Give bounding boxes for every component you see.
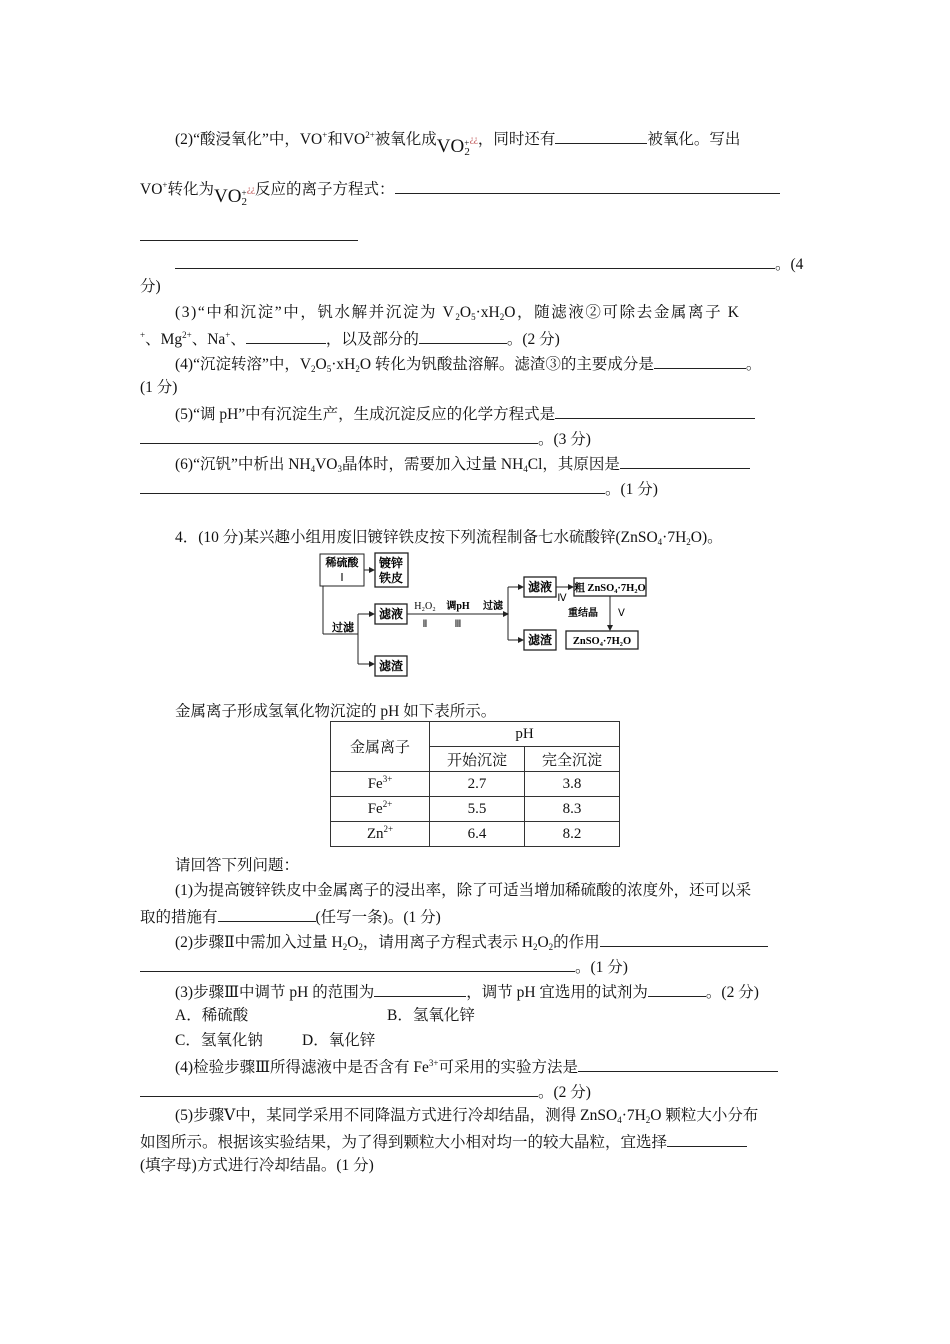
sub: 2 xyxy=(548,942,554,952)
q3-o: O xyxy=(459,304,472,321)
s4-end: 。(2 分) xyxy=(538,1084,591,1101)
ph-table xyxy=(330,721,620,847)
q3-mg: 、Mg xyxy=(145,331,183,348)
q4-line1 xyxy=(175,353,761,375)
crude-label: 粗 ZnSO₄·7H₂O xyxy=(574,583,646,594)
sup: + xyxy=(162,180,168,190)
q3-part: ，以及部分的 xyxy=(325,331,419,348)
q6-text2: 晶体时，需要加入过量 NH xyxy=(342,456,524,473)
sub: 3 xyxy=(337,464,342,474)
answer-blank[interactable] xyxy=(419,328,507,344)
ion: Zn xyxy=(366,825,384,842)
option-c[interactable]: C．氢氧化钠 xyxy=(175,1032,263,1049)
sub: 4 xyxy=(523,464,528,474)
q2-text-b: 和VO xyxy=(327,131,366,148)
answer-blank[interactable] xyxy=(600,931,768,947)
sup: 2+ xyxy=(365,130,375,140)
q6-line1 xyxy=(175,453,750,475)
s4-text2: 可采用的实验方法是 xyxy=(438,1059,578,1076)
vo2-formula xyxy=(437,136,478,157)
s5-text2: O 颗粒大小分布 xyxy=(650,1107,759,1124)
sub: 5 xyxy=(471,312,476,322)
p4-title-b: ·7H xyxy=(662,529,687,546)
table-row xyxy=(331,797,620,822)
step2-label: Ⅱ xyxy=(422,619,428,630)
q2-line3 xyxy=(140,225,358,247)
s4-line1 xyxy=(175,1056,778,1078)
vo2-formula xyxy=(214,186,255,207)
answer-blank[interactable] xyxy=(140,225,358,241)
q3-text2: O，随滤液②可除去金属离子 K xyxy=(504,304,741,321)
q6-line2 xyxy=(140,478,658,500)
q2-equation-label: 反应的离子方程式： xyxy=(255,181,395,198)
plate-label2: 铁皮 xyxy=(378,571,404,585)
s1-text: 取的措施有 xyxy=(140,909,218,926)
s1-line1: (1)为提高镀锌铁皮中金属离子的浸出率，除了可适当增加稀硫酸的浓度外，还可以采 xyxy=(175,882,752,899)
complete-cell: 8.2 xyxy=(525,822,620,847)
q3-na: 、Na xyxy=(191,331,226,348)
q4-period: 。 xyxy=(745,356,762,373)
charge: 3+ xyxy=(382,773,393,784)
answer-blank[interactable] xyxy=(620,453,750,469)
q5-score: 。(3 分) xyxy=(538,431,591,448)
vo: VO xyxy=(436,136,465,157)
answer-blank[interactable] xyxy=(246,328,326,344)
q6-text3: Cl，其原因是 xyxy=(527,456,620,473)
step3-label: Ⅲ xyxy=(454,619,462,630)
sub: 2 xyxy=(532,942,538,952)
sub: 2 xyxy=(358,942,363,952)
s5-line2 xyxy=(140,1131,747,1153)
plate-label1: 镀锌 xyxy=(378,556,404,570)
filter1-label: 过滤 xyxy=(332,622,354,634)
answer-blank[interactable] xyxy=(218,906,316,922)
q2-end: 。(4 xyxy=(775,256,804,273)
p4-title-c: O)。 xyxy=(690,529,723,546)
q6-vo: VO xyxy=(315,456,338,473)
charge: 2+ xyxy=(382,798,393,809)
s4-text: (4)检验步骤Ⅲ所得滤液中是否含有 Fe xyxy=(175,1059,429,1076)
s3-end: 。(2 分) xyxy=(705,984,759,1001)
s2-text: (2)步骤Ⅱ中需加入过量 H xyxy=(175,934,343,951)
q5-text: (5)“调 pH”中有沉淀生产，生成沉淀反应的化学方程式是 xyxy=(175,406,556,423)
recrys-label: 重结晶 xyxy=(568,608,598,619)
ion: Fe xyxy=(367,800,383,817)
answer-blank[interactable] xyxy=(175,253,775,269)
ion: Fe xyxy=(367,775,383,792)
adjust-ph-label: 调pH xyxy=(446,601,470,612)
acid-label: 稀硫酸 xyxy=(325,557,359,569)
q3-line1 xyxy=(175,303,740,323)
sup: + xyxy=(464,138,470,148)
q2-text-e: 被氧化。写出 xyxy=(647,131,741,148)
q2-text-d: ，同时还有 xyxy=(477,131,556,148)
filter2-label: 过滤 xyxy=(483,601,503,612)
complete-header: 完全沉淀 xyxy=(525,747,620,772)
s5-text: (5)步骤Ⅴ中，某同学采用不同降温方式进行冷却结晶，测得 ZnSO xyxy=(175,1107,618,1124)
answer-blank[interactable] xyxy=(140,428,538,444)
sup: + xyxy=(322,130,328,140)
option-a[interactable]: A．稀硫酸 xyxy=(175,1007,249,1024)
complete-cell: 8.3 xyxy=(525,797,620,822)
s3-text2: ，调节 pH 宜选用的试剂为 xyxy=(466,984,648,1001)
s5-end: (填字母)方式进行冷却结晶。(1 分) xyxy=(140,1157,374,1174)
sub: 2 xyxy=(499,312,505,322)
p4-title xyxy=(175,528,723,548)
charge: 2+ xyxy=(383,823,394,834)
vo: VO xyxy=(213,186,242,207)
start-cell: 5.5 xyxy=(430,797,525,822)
s5-h: ·7H xyxy=(621,1107,646,1124)
q3-line2 xyxy=(140,328,560,350)
q4-text2: O 转化为钒酸盐溶解。滤渣③的主要成分是 xyxy=(359,356,654,373)
sup: 2+ xyxy=(182,330,192,340)
q2-line2 xyxy=(140,178,780,208)
q2-text-c: 被氧化成 xyxy=(374,131,437,148)
step5-label: Ⅴ xyxy=(618,608,625,619)
sub: 4 xyxy=(657,537,663,547)
start-cell: 6.4 xyxy=(430,822,525,847)
s1-end: (任写一条)。(1 分) xyxy=(315,909,441,926)
sub: 2 xyxy=(342,942,348,952)
q3-text: (3)“中和沉淀”中，钒水解并沉淀为 V xyxy=(175,304,456,321)
product-label: ZnSO₄·7H₂O xyxy=(572,636,632,647)
s3-line xyxy=(175,981,759,1003)
s3-text: (3)步骤Ⅲ中调节 pH 的范围为 xyxy=(175,984,375,1001)
sub: 4 xyxy=(617,1115,622,1125)
q2-line4 xyxy=(175,253,803,275)
s2-text3: 的作用 xyxy=(553,934,600,951)
sub: 2 xyxy=(311,364,316,374)
step4-label: Ⅳ xyxy=(557,593,567,604)
garbled-glyph: ¿¿ xyxy=(247,184,256,194)
step1-label: Ⅰ xyxy=(340,572,344,584)
q4-score: (1 分) xyxy=(140,379,178,396)
start-cell: 2.7 xyxy=(430,772,525,797)
s2-line2 xyxy=(140,956,628,978)
q6-text: (6)“沉钒”中析出 NH xyxy=(175,456,311,473)
q2-score: 分) xyxy=(140,278,161,295)
q4-text: (4)“沉淀转溶”中，V xyxy=(175,356,312,373)
answer-blank[interactable] xyxy=(654,353,746,369)
ion-cell xyxy=(331,797,430,822)
q5-line1 xyxy=(175,403,755,425)
q5-line2 xyxy=(140,428,591,450)
sup: + xyxy=(225,330,231,340)
s2-end: 。(1 分) xyxy=(575,959,628,976)
s2-line1 xyxy=(175,931,768,953)
answer-blank[interactable] xyxy=(374,981,466,997)
s2-text2: ，请用离子方程式表示 H xyxy=(362,934,533,951)
sub: 2 xyxy=(455,312,460,322)
ask-line: 请回答下列问题： xyxy=(175,857,300,874)
sub: 2 xyxy=(355,364,360,374)
ion-cell xyxy=(331,772,430,797)
s5-line1 xyxy=(175,1106,758,1126)
q4-xh: ·xH xyxy=(331,356,356,373)
answer-blank[interactable] xyxy=(578,1056,778,1072)
answer-blank[interactable] xyxy=(140,478,605,494)
q2-text-a: (2)“酸浸氧化”中，VO xyxy=(175,131,323,148)
sub: 5 xyxy=(326,364,332,374)
answer-blank[interactable] xyxy=(140,1081,538,1097)
sup: + xyxy=(140,330,146,340)
ph-header: pH xyxy=(430,722,620,747)
s5-text3: 如图所示。根据该实验结果，为了得到颗粒大小相对均一的较大晶粒，宜选择 xyxy=(140,1134,668,1151)
garbled-glyph: ¿¿ xyxy=(469,134,478,144)
sup: 3+ xyxy=(428,1058,439,1068)
answer-blank[interactable] xyxy=(395,178,780,194)
ion-cell xyxy=(331,822,430,847)
s1-line2 xyxy=(140,906,441,928)
complete-cell: 3.8 xyxy=(525,772,620,797)
q4-o: O xyxy=(315,356,327,373)
answer-blank[interactable] xyxy=(648,981,706,997)
sup: + xyxy=(241,188,247,198)
answer-blank[interactable] xyxy=(555,403,755,419)
process-flow-diagram xyxy=(318,552,648,680)
option-b[interactable]: B．氢氧化锌 xyxy=(387,1007,475,1024)
s4-line2 xyxy=(140,1081,591,1103)
table-row xyxy=(331,822,620,847)
q3-score: 。(2 分) xyxy=(506,331,560,348)
q6-score: 。(1 分) xyxy=(605,481,658,498)
option-d[interactable]: D．氧化锌 xyxy=(302,1032,376,1049)
table-row xyxy=(331,772,620,797)
answer-blank[interactable] xyxy=(140,956,575,972)
p4-title-text: 4．(10 分)某兴趣小组用废旧镀锌铁皮按下列流程制备七水硫酸锌(ZnSO xyxy=(175,529,658,546)
filtrate2-label: 滤液 xyxy=(527,580,553,594)
q3-xh: ·xH xyxy=(475,304,500,321)
q2-vo: VO xyxy=(140,181,163,198)
q3-sep: 、 xyxy=(230,331,246,348)
s2-o2: O xyxy=(537,934,549,951)
residue-label: 滤渣 xyxy=(378,659,404,673)
answer-blank[interactable] xyxy=(555,128,647,144)
q2-line1 xyxy=(175,128,741,158)
q2-convert: 转化为 xyxy=(167,181,214,198)
sub: 2 xyxy=(645,1115,651,1125)
table-intro: 金属离子形成氢氧化物沉淀的 pH 如下表所示。 xyxy=(175,703,497,720)
ion-header: 金属离子 xyxy=(331,722,430,772)
start-header: 开始沉淀 xyxy=(430,747,525,772)
sub: 4 xyxy=(310,464,316,474)
s2-o: O xyxy=(347,934,359,951)
sub: 2 xyxy=(464,146,470,158)
filtrate-label: 滤液 xyxy=(378,607,404,621)
answer-blank[interactable] xyxy=(667,1131,747,1147)
residue2-label: 滤渣 xyxy=(527,633,553,647)
sub: 2 xyxy=(241,196,248,208)
sub: 2 xyxy=(686,537,691,547)
h2o2-label: H₂O₂ xyxy=(414,601,436,612)
